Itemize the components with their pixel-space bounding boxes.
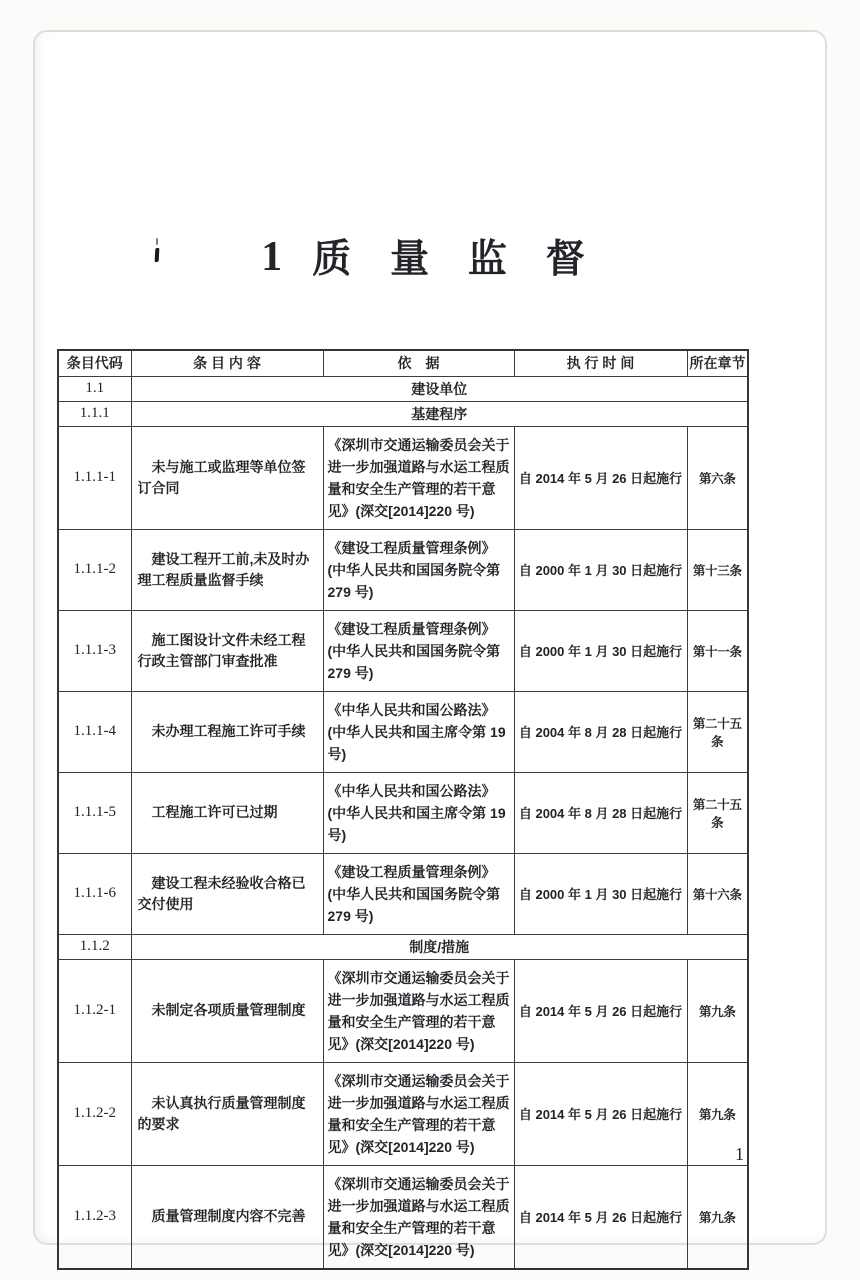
items-table [57, 349, 749, 1270]
table-row [58, 1165, 748, 1269]
item-code-cell: 1.1.1-5 [58, 772, 131, 853]
basis-cell: 《深圳市交通运输委员会关于进一步加强道路与水运工程质量和安全生产管理的若干意见》(深交[2014]220 号) [323, 1165, 514, 1269]
chapter-cell: 第二十五条 [687, 691, 748, 772]
table-row [58, 772, 748, 853]
exec-time-cell: 自 2004 年 8 月 28 日起施行 [514, 691, 687, 772]
exec-time-cell: 自 2000 年 1 月 30 日起施行 [514, 610, 687, 691]
chapter-cell: 第十六条 [687, 853, 748, 934]
header-exec-time: 执 行 时 间 [514, 350, 687, 376]
table-row [58, 853, 748, 934]
item-code-cell: 1.1.1-2 [58, 529, 131, 610]
table-body [58, 376, 748, 1269]
item-content-cell: 质量管理制度内容不完善 [131, 1165, 323, 1269]
chapter-title [35, 228, 825, 284]
table-row [58, 1062, 748, 1165]
item-content-cell: 建设工程未经验收合格已交付使用 [131, 853, 323, 934]
exec-time-cell: 自 2000 年 1 月 30 日起施行 [514, 853, 687, 934]
basis-cell: 《建设工程质量管理条例》(中华人民共和国国务院令第 279 号) [323, 610, 514, 691]
item-content-cell: 未与施工或监理等单位签订合同 [131, 426, 323, 529]
chapter-number: 1 [261, 234, 283, 280]
basis-cell: 《深圳市交通运输委员会关于进一步加强道路与水运工程质量和安全生产管理的若干意见》(深交[2014]220 号) [323, 426, 514, 529]
item-content-cell: 未制定各项质量管理制度 [131, 959, 323, 1062]
item-code-cell: 1.1.1 [58, 401, 131, 426]
item-code-cell: 1.1.2-2 [58, 1062, 131, 1165]
basis-cell: 《深圳市交通运输委员会关于进一步加强道路与水运工程质量和安全生产管理的若干意见》(深交[2014]220 号) [323, 1062, 514, 1165]
header-basis: 依 据 [323, 350, 514, 376]
table-row [58, 426, 748, 529]
basis-cell: 《深圳市交通运输委员会关于进一步加强道路与水运工程质量和安全生产管理的若干意见》(深交[2014]220 号) [323, 959, 514, 1062]
basis-cell: 《中华人民共和国公路法》(中华人民共和国主席令第 19 号) [323, 772, 514, 853]
item-code-cell: 1.1.1-4 [58, 691, 131, 772]
section-label-cell: 基建程序 [131, 401, 748, 426]
exec-time-cell: 自 2014 年 5 月 26 日起施行 [514, 959, 687, 1062]
item-code-cell: 1.1.1-3 [58, 610, 131, 691]
section-row [58, 376, 748, 401]
table-row [58, 959, 748, 1062]
item-code-cell: 1.1.1-6 [58, 853, 131, 934]
item-code-cell: 1.1 [58, 376, 131, 401]
header-chapter: 所在章节 [687, 350, 748, 376]
basis-cell: 《中华人民共和国公路法》(中华人民共和国主席令第 19 号) [323, 691, 514, 772]
page-number: 1 [735, 1144, 744, 1164]
document-page [33, 30, 827, 1258]
exec-time-cell: 自 2014 年 5 月 26 日起施行 [514, 1062, 687, 1165]
item-content-cell: 未办理工程施工许可手续 [131, 691, 323, 772]
chapter-cell: 第九条 [687, 1165, 748, 1269]
table-row [58, 529, 748, 610]
item-code-cell: 1.1.1-1 [58, 426, 131, 529]
table-header-row [58, 350, 748, 376]
chapter-cell: 第十一条 [687, 610, 748, 691]
item-content-cell: 建设工程开工前,未及时办理工程质量监督手续 [131, 529, 323, 610]
section-label-cell: 制度/措施 [131, 934, 748, 959]
header-item-content: 条 目 内 容 [131, 350, 323, 376]
chapter-cell: 第十三条 [687, 529, 748, 610]
basis-cell: 《建设工程质量管理条例》(中华人民共和国国务院令第 279 号) [323, 853, 514, 934]
chapter-cell: 第九条 [687, 959, 748, 1062]
basis-cell: 《建设工程质量管理条例》(中华人民共和国国务院令第 279 号) [323, 529, 514, 610]
item-code-cell: 1.1.2-1 [58, 959, 131, 1062]
chapter-title-text: 质 量 监 督 [312, 238, 599, 281]
item-content-cell: 工程施工许可已过期 [131, 772, 323, 853]
item-content-cell: 未认真执行质量管理制度的要求 [131, 1062, 323, 1165]
item-content-cell: 施工图设计文件未经工程行政主管部门审查批准 [131, 610, 323, 691]
exec-time-cell: 自 2004 年 8 月 28 日起施行 [514, 772, 687, 853]
section-label-cell: 建设单位 [131, 376, 748, 401]
exec-time-cell: 自 2000 年 1 月 30 日起施行 [514, 529, 687, 610]
item-code-cell: 1.1.2 [58, 934, 131, 959]
exec-time-cell: 自 2014 年 5 月 26 日起施行 [514, 1165, 687, 1269]
chapter-cell: 第六条 [687, 426, 748, 529]
table-row [58, 610, 748, 691]
section-row [58, 934, 748, 959]
chapter-cell: 第二十五条 [687, 772, 748, 853]
exec-time-cell: 自 2014 年 5 月 26 日起施行 [514, 426, 687, 529]
header-item-code: 条目代码 [58, 350, 131, 376]
table-row [58, 691, 748, 772]
section-row [58, 401, 748, 426]
chapter-cell: 第九条 [687, 1062, 748, 1165]
item-code-cell: 1.1.2-3 [58, 1165, 131, 1269]
